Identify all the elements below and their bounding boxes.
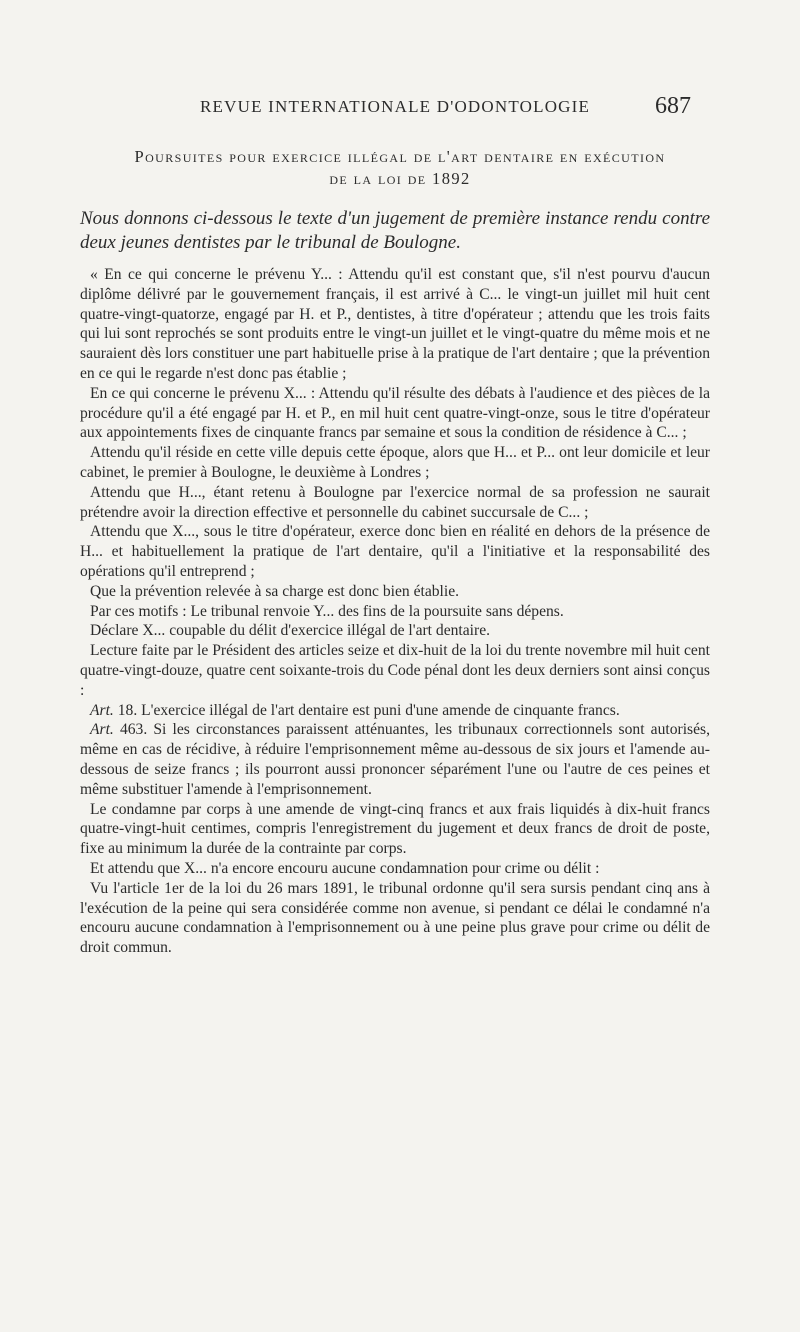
body-paragraph: Attendu que X..., sous le titre d'opérateur, exerce donc bien en réalité en dehors de la présence de H... et habituellement la pratique de l'art dentaire, qu'il a l'initiative et la responsabilité des opérations qu'il entreprend ; (80, 523, 710, 580)
body-paragraph: Que la prévention relevée à sa charge est donc bien établie. (90, 582, 460, 600)
body-paragraph: Vu l'article 1er de la loi du 26 mars 1891, le tribunal ordonne qu'il sera sursis pendant cinq ans à l'exécution de la peine qui sera considérée comme non avenue, si pendant ce délai le condamné n'a encouru aucune condamnation à l'emprisonnement ou à une peine plus grave pour crime ou délit de droit commun. (80, 879, 710, 957)
article-label: Art. (90, 721, 114, 739)
page-number: 687 (655, 93, 691, 119)
article-heading (60, 146, 740, 190)
body-paragraph: « En ce qui concerne le prévenu Y... : Attendu qu'il est constant que, s'il n'est pourvu d'aucun diplôme délivré par le gouvernement français, il est arrivé à C... le vingt-un juillet mil huit cent quatre-vingt-quatorze, engagé par H. et P., dentistes, à titre d'opérateur ; attendu que les trois faits qui lui sont reprochés se sont produits entre le vingt-un juillet et le vingt-quatre du même mois et ne sauraient dès lors constituer une part habituelle prise à la pratique de l'art dentaire ; que la prévention en ce qui le regarde n'est donc pas établie ; (80, 266, 710, 382)
body-paragraph: Déclare X... coupable du délit d'exercice illégal de l'art dentaire. (90, 622, 491, 640)
article-label: Art. (90, 701, 114, 719)
article-intro: Nous donnons ci-dessous le texte d'un jugement de première instance rendu contre deux jeunes dentistes par le tribunal de Boulogne. (80, 208, 710, 253)
article-text: 18. L'exercice illégal de l'art dentaire est puni d'une amende de cinquante francs. (113, 701, 620, 719)
body-paragraph: Le condamne par corps à une amende de vingt-cinq francs et aux frais liquidés à dix-huit francs quatre-vingt-huit centimes, compris l'enregistrement du jugement et deux francs de droit de poste, fixe au minimum la durée de la contrainte par corps. (80, 800, 710, 858)
journal-title: REVUE INTERNATIONALE D'ODONTOLOGIE (200, 97, 591, 116)
article-body (80, 265, 710, 958)
body-paragraph: Par ces motifs : Le tribunal renvoie Y... des fins de la poursuite sans dépens. (90, 602, 564, 620)
body-paragraph: Attendu que H..., étant retenu à Boulogne par l'exercice normal de sa profession ne saurait prétendre avoir la direction effective et personnelle du cabinet succursale de C... ; (80, 483, 710, 521)
body-paragraph: Et attendu que X... n'a encore encouru aucune condamnation pour crime ou délit : (90, 859, 600, 877)
body-paragraph: Attendu qu'il réside en cette ville depuis cette époque, alors que H... et P... ont leur domicile et leur cabinet, le premier à Boulogne, le deuxième à Londres ; (80, 444, 710, 481)
article-heading-line-2: de la loi de 1892 (329, 169, 471, 188)
law-article-463 (80, 720, 710, 799)
article-heading-line-1: Poursuites pour exercice illégal de l'art dentaire en exécution (134, 147, 666, 166)
body-paragraph: Lecture faite par le Président des articles seize et dix-huit de la loi du trente novembre mil huit cent quatre-vingt-douze, quatre cent soixante-trois du Code pénal dont les deux derniers sont ainsi conçus : (80, 642, 710, 699)
body-paragraph: En ce qui concerne le prévenu X... : Attendu qu'il résulte des débats à l'audience et des pièces de la procédure qu'il a été engagé par H. et P., en mil huit cent quatre-vingt-onze, sous le titre d'opérateur aux appointements fixes de cinquante francs par semaine et sous la condition de résidence à C... ; (80, 384, 710, 442)
article-text: 463. Si les circonstances paraissent atténuantes, les tribunaux correctionnels sont autorisés, même en cas de récidive, à réduire l'emprisonnement même au-dessous de six jours et l'amende au-dessous de seize francs ; ils pourront aussi prononcer séparément l'une ou l'autre de ces peines et même substituer l'amende à l'emprisonnement. (80, 721, 710, 798)
running-head (0, 95, 800, 121)
law-article-18 (80, 701, 710, 721)
